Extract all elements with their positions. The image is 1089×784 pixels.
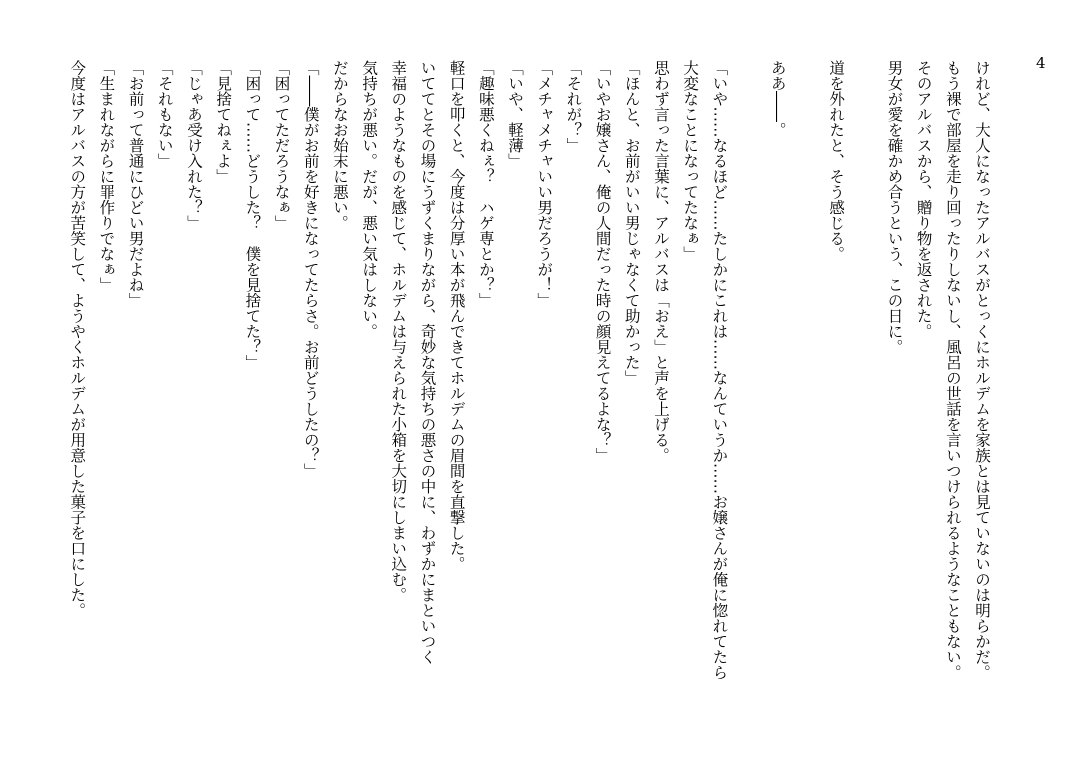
text-line: 「――僕がお前を好きになってたらさ。お前どうしたの？」 (301, 60, 320, 479)
blank-line (850, 60, 879, 740)
text-line: 幸福のようなものを感じて、ホルデムは与えられた小箱を大切にしまい込む。 (389, 60, 408, 603)
text-line: 「いや、軽薄」 (506, 60, 524, 169)
text-line: 「メチャメチャいい男だろうが！」 (535, 60, 554, 308)
text-line: いててとその場にうずくまりながら、奇妙な気持ちの悪さの中に、わずかにまといつく (418, 60, 437, 665)
text-line: 「いやお嬢さん、俺の人間だった時の顔見えてるよな？」 (593, 60, 612, 463)
text-line: 「それが？」 (564, 60, 583, 153)
text-line: 「困って……どうした？ 僕を見捨てた？」 (243, 60, 262, 370)
text-line: 思わず言った言葉に、アルバスは「おえ」と声を上げる。 (651, 60, 670, 463)
text-line: 「趣味悪くねぇ？ ハゲ専とか？」 (476, 60, 495, 308)
vertical-text-body (56, 60, 996, 740)
text-line: 「それもない」 (155, 60, 174, 169)
text-line: 大変なことになってたなぁ」 (681, 60, 700, 262)
text-line: だからなお始末に悪い。 (330, 60, 349, 231)
text-line: 「いや……なるほど……たしかにこれは……なんていうか……お嬢さんが俺に惚れてたら (710, 60, 729, 680)
text-line: けれど、大人になったアルバスがとっくにホルデムを家族とは見ていないのは明らかだ。 (973, 60, 991, 680)
text-line: 道を外れたと、そう感じる。 (827, 60, 846, 262)
text-line: 「お前って普通にひどい男だよね」 (126, 60, 145, 308)
text-line: 今度はアルバスの方が苦笑して、ようやくホルデムが用意した菓子を口にした。 (68, 60, 87, 618)
text-line: 軽口を叩くと、今度は分厚い本が飛んできてホルデムの眉間を直撃した。 (447, 60, 466, 572)
text-line: 気持ちが悪い。だが、悪い気はしない。 (360, 60, 379, 339)
text-line: そのアルバスから、贈り物を返された。 (914, 60, 933, 339)
blank-line (792, 60, 821, 740)
text-line: ああ――。 (768, 60, 787, 138)
text-line: 「ほんと、お前がいい男じゃなくて助かった」 (622, 60, 641, 386)
page-number: 4 (1036, 54, 1046, 72)
text-line: 「じゃあ受け入れた？」 (184, 60, 203, 231)
text-line: 「生まれながらに罪作りでなぁ」 (97, 60, 116, 293)
text-line: 男女が愛を確かめ合うという、この日に。 (885, 60, 904, 355)
text-line: もう裸で部屋を走り回ったりしないし、風呂の世話を言いつけられるようなこともない。 (943, 60, 962, 680)
blank-line (733, 60, 762, 740)
text-line: 「困ってただろうなぁ」 (272, 60, 291, 231)
text-line: 「見捨てねぇよ」 (214, 60, 233, 184)
